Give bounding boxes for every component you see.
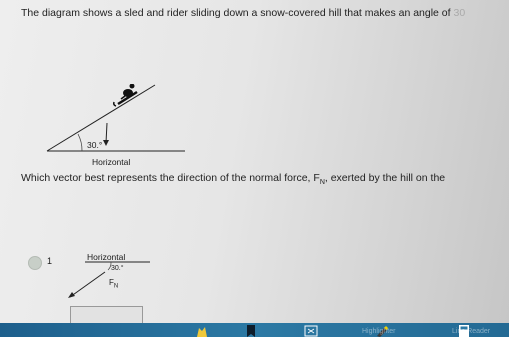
yellow-icon[interactable] bbox=[195, 325, 209, 337]
answer-angle-label: 30.° bbox=[111, 265, 124, 272]
answer-number-1: 1 bbox=[47, 256, 53, 266]
diagram-angle-label: 30.° bbox=[87, 140, 103, 150]
answer-horizontal-label: Horizontal bbox=[87, 252, 126, 262]
highlighter-label: Highlighter bbox=[362, 328, 396, 335]
answer-force-label: $F_N$ bbox=[109, 278, 119, 290]
answer-radio-1[interactable] bbox=[28, 256, 42, 270]
bookmark-icon[interactable] bbox=[246, 325, 256, 337]
fullscreen-icon[interactable] bbox=[304, 325, 318, 337]
diagram-horizontal-label: Horizontal bbox=[92, 157, 131, 167]
question-prompt: Which vector best represents the direction of the normal force, $F_N$, exerted by the hill on the bbox=[21, 172, 446, 187]
question-intro: The diagram shows a sled and rider sliding down a snow-covered hill that makes an angle of 30 bbox=[21, 7, 466, 19]
line-reader-label: Line Reader bbox=[452, 328, 491, 335]
